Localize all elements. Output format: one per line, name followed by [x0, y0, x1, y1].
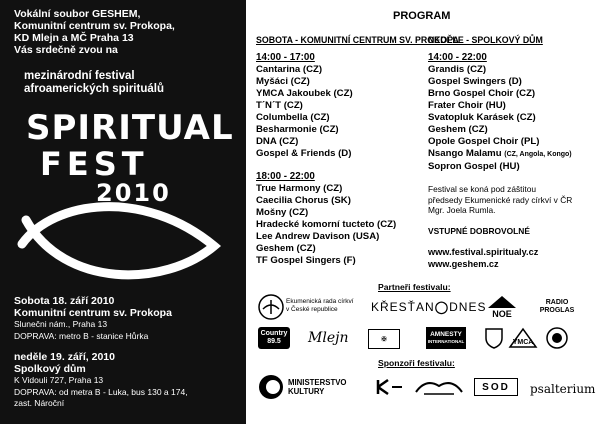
saturday-slot2-time: 18:00 - 22:00 — [256, 171, 315, 182]
act-item: DNA (CZ) — [256, 136, 299, 147]
erc-logo-icon — [258, 294, 284, 320]
ymca-logo — [508, 327, 538, 349]
act-item: Besharmonie (CZ) — [256, 124, 339, 135]
act-item — [428, 148, 572, 161]
festival-title-line: afroamerických spirituálů — [24, 83, 164, 95]
act-item: Geshem (CZ) — [428, 124, 488, 135]
event-stop: zast. Nároční — [14, 398, 65, 408]
right-panel — [246, 0, 600, 424]
fish-icon — [14, 192, 224, 290]
act-item: T´N´T (CZ) — [256, 100, 303, 111]
act-item: Frater Choir (HU) — [428, 100, 506, 111]
ymca-text: YMCA — [512, 338, 534, 346]
mlejn-logo: Mlejn — [308, 330, 349, 346]
hands-logo-icon — [414, 376, 464, 398]
psalterium-logo: psalterium — [530, 382, 596, 396]
k-logo-icon — [374, 378, 404, 396]
act-item: Gospel Swingers (D) — [428, 76, 522, 87]
act-item: Grandis (CZ) — [428, 64, 487, 75]
ministry-line: MINISTERSTVO — [288, 378, 347, 387]
saturday-afternoon-list — [256, 64, 353, 160]
act-origin: (CZ, Angola, Kongo) — [504, 151, 572, 158]
sod-logo: SOD — [474, 378, 518, 396]
web-links — [428, 246, 538, 270]
country-radio-logo — [258, 327, 290, 349]
invite-line: Vás srdečně zvou na — [14, 44, 118, 56]
act-item: Sopron Gospel (HU) — [428, 161, 520, 172]
event-address: Slunečni nám., Praha 13 — [14, 319, 108, 329]
radio-proglas-logo — [534, 294, 580, 320]
crest-logo-icon: ✠ — [368, 329, 400, 349]
seal-logo-icon — [546, 327, 568, 349]
invite-line: Komunitní centrum sv. Prokopa, — [14, 20, 175, 32]
ministry-logo-text — [288, 378, 346, 396]
amnesty-text: AMNESTY — [430, 331, 462, 338]
event-address: K Vidouli 727, Praha 13 — [14, 375, 104, 385]
noe-text: NOE — [492, 309, 512, 319]
krestan-dnes-logo: KŘESŤAN◯DNES — [371, 300, 487, 314]
country-text: Country — [260, 330, 288, 337]
event-sunday — [14, 352, 188, 410]
act-item: Caecilia Chorus (SK) — [256, 195, 351, 206]
spiritual-wordmark: SPIRITUAL — [26, 108, 234, 148]
act-item: Brno Gospel Choir (CZ) — [428, 88, 536, 99]
krestan-word: KŘESŤAN — [371, 300, 435, 314]
act-item: Myšáci (CZ) — [256, 76, 310, 87]
invite-line: Vokální soubor GESHEM, — [14, 8, 141, 20]
erc-line: v České republice — [286, 306, 338, 313]
act-item: Columbella (CZ) — [256, 112, 330, 123]
act-item: Cantarina (CZ) — [256, 64, 323, 75]
patronage-note — [428, 184, 572, 216]
amnesty-logo — [426, 327, 466, 349]
event-transport: DOPRAVA: od metra B - Luka, bus 130 a 174, — [14, 386, 188, 397]
act-item: Mošny (CZ) — [256, 207, 309, 218]
erc-line: Ekumenická rada církví — [286, 298, 354, 305]
noe-logo — [484, 294, 520, 320]
invite-line: KD Mlejn a MČ Praha 13 — [14, 32, 134, 44]
event-date: neděle 19. září, 2010 — [14, 351, 115, 363]
act-item: TF Gospel Singers (F) — [256, 255, 356, 266]
ministry-logo-icon — [258, 374, 284, 400]
left-panel — [0, 0, 246, 424]
sunday-slot-time: 14:00 - 22:00 — [428, 52, 487, 63]
entry-fee: VSTUPNÉ DOBROVOLNÉ — [428, 226, 530, 236]
geshem-website-link[interactable]: www.geshem.cz — [428, 259, 499, 269]
act-item: Opole Gospel Choir (PL) — [428, 136, 540, 147]
partners-heading: Partneři festivalu: — [378, 282, 451, 292]
note-line: Festival se koná pod záštitou — [428, 184, 537, 194]
sunday-heading: NEDĚLE - SPOLKOVÝ DŮM — [428, 35, 543, 45]
invitation-text — [14, 8, 175, 56]
saturday-slot1-time: 14:00 - 17:00 — [256, 52, 315, 63]
act-item: Gospel & Friends (D) — [256, 148, 352, 159]
saturday-heading: SOBOTA - KOMUNITNÍ CENTRUM SV. PROKOPA — [256, 35, 459, 45]
event-place: Spolkový dům — [14, 362, 86, 375]
program-title: PROGRAM — [393, 10, 451, 22]
act-item: Svatopluk Karásek (CZ) — [428, 112, 536, 123]
act-item: YMCA Jakoubek (CZ) — [256, 88, 353, 99]
sponsors-heading: Sponzoři festivalu: — [378, 358, 455, 368]
festival-website-link[interactable]: www.festival.spiritualy.cz — [428, 247, 539, 257]
ministry-line: KULTURY — [288, 387, 325, 396]
act-name: Nsango Malamu — [428, 148, 502, 159]
fest-wordmark: FEST — [40, 145, 149, 183]
festival-title-line: mezinárodní festival — [24, 70, 135, 82]
radio-text: RADIO — [545, 299, 569, 306]
act-item: Geshem (CZ) — [256, 243, 316, 254]
event-date: Sobota 18. září 2010 — [14, 295, 115, 307]
festival-title — [24, 70, 164, 96]
amnesty-sub: INTERNATIONAL — [427, 339, 465, 344]
dnes-word: DNES — [449, 300, 487, 314]
event-transport: DOPRAVA: metro B - stanice Hůrka — [14, 330, 149, 341]
saturday-evening-list — [256, 183, 396, 267]
year-wordmark: 2010 — [96, 179, 171, 207]
event-place: Komunitní centrum sv. Prokopa — [14, 306, 172, 319]
shield-logo-icon — [482, 327, 506, 349]
country-freq: 89.5 — [267, 338, 281, 345]
note-line: předsedy Ekumenické rady církví v ČR — [428, 194, 573, 205]
erc-logo-text — [286, 298, 354, 314]
act-item: True Harmony (CZ) — [256, 183, 343, 194]
sunday-list — [428, 64, 572, 173]
act-item: Hradecké komorní tucteto (CZ) — [256, 219, 397, 230]
note-line: Mgr. Joela Rumla. — [428, 205, 496, 215]
event-saturday — [14, 296, 172, 342]
proglas-text: PROGLAS — [539, 307, 575, 314]
act-item: Lee Andrew Davison (USA) — [256, 231, 380, 242]
